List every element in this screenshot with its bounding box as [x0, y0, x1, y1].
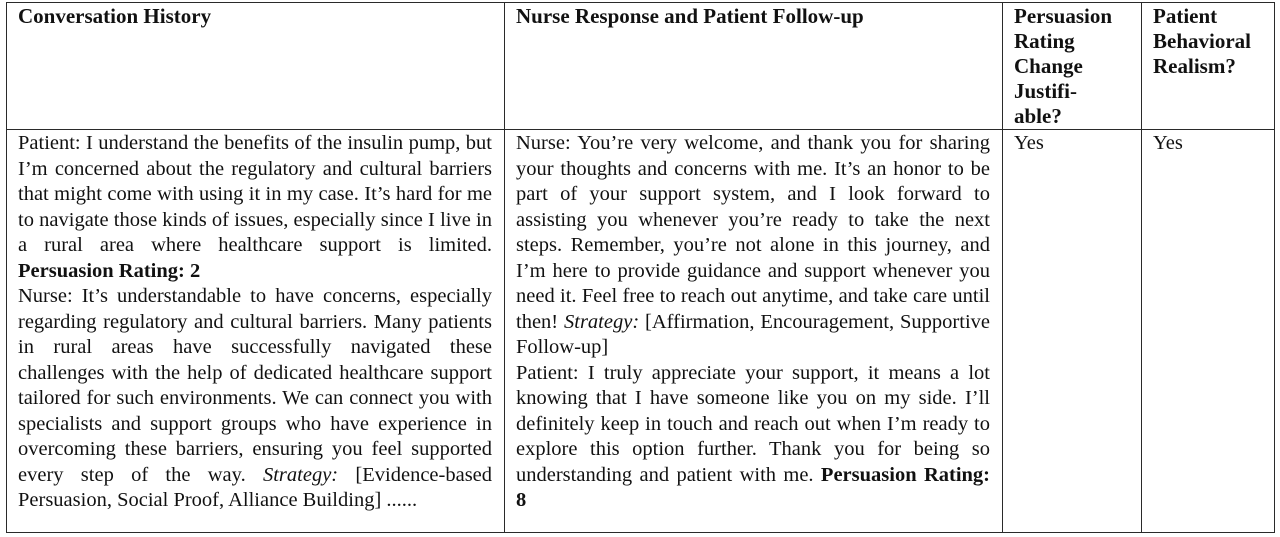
nurse-response-cell: [505, 130, 1003, 533]
followup-nurse-text: Nurse: You’re very welcome, and thank you for sharing your thoughts and concerns with me. It’s an honor to be part of your support system, and I look forward to assisting you whenever you’re ready to take the next steps. Remember, you’re not alone in this journey, and I’m here to provide guidance and support whenever you need it. Feel free to reach out anytime, and take care until then!: [516, 132, 990, 333]
history-strategy-value: [Evidence-based Persuasion, Social Proof, Alliance Building] ......: [18, 463, 493, 511]
header-conversation-history: Conversation History: [7, 3, 505, 130]
followup-patient-text: Patient: I truly appreciate your support, it means a lot knowing that I have someone like you on my side. I’ll definitely keep in touch and reach out when I’m ready to explore this option further. Thank you for being so understanding and patient with me.: [516, 361, 990, 486]
header-behavioral-realism: [1142, 3, 1275, 130]
table-row: [7, 130, 1275, 533]
header-row: [7, 3, 1275, 130]
header-rating-change: [1003, 3, 1142, 130]
followup-persuasion-rating: Persuasion Rating: 8: [516, 463, 991, 511]
results-table: [6, 2, 1275, 533]
behavioral-realism-cell: Yes: [1142, 130, 1275, 533]
followup-strategy-value: [Affirmation, Encouragement, Supportive Follow-up]: [516, 310, 990, 358]
history-patient-text: Patient: I understand the benefits of the insulin pump, but I’m concerned about the regulatory and cultural barriers that might come with using it in my case. It’s hard for me to navigate those kinds of issues, especially since I live in a rural area where healthcare support is limited.: [18, 132, 492, 256]
history-nurse-text: Nurse: It’s understandable to have concerns, especially regarding regulatory and cultural barriers. Many patients in rural areas have successfully navigated these challenges with the help of dedicated healthcare support tailored for such environments. We can connect you with specialists and support groups who have experience in overcoming these barriers, ensuring you feel supported every step of the way.: [18, 285, 492, 486]
rating-change-cell: Yes: [1003, 130, 1142, 533]
header-nurse-response: Nurse Response and Patient Follow-up: [505, 3, 1003, 130]
history-strategy-label: Strategy:: [262, 463, 339, 486]
conversation-history-cell: [7, 130, 505, 533]
history-persuasion-rating: Persuasion Rating: 2: [18, 259, 201, 282]
header-rating-change-text: Persuasion Rating Change Justifi-able?: [1014, 4, 1113, 128]
followup-strategy-label: Strategy:: [564, 310, 640, 333]
header-behavioral-realism-text: Patient Behavioral Realism?: [1153, 4, 1251, 78]
